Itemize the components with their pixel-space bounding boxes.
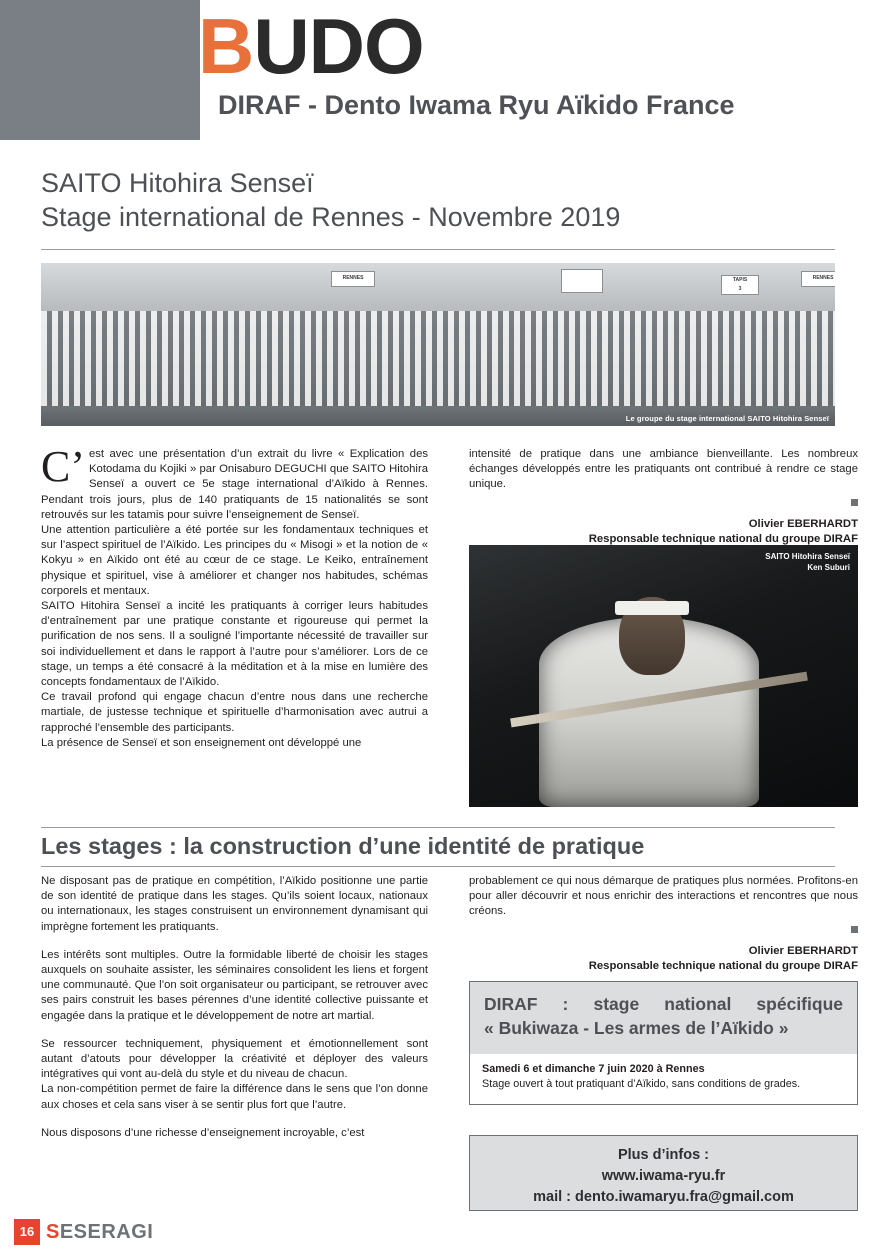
article-paragraph: C’est avec une présentation d’un extrait du livre « Explication des Kotodama du Kojiki » par Onisaburo DEGUCHI que SAITO Hitohira Senseï a ouvert ce 5e stage international d’Aïkido à Rennes. Pendant trois jours, plus de 140 pratiquants de 15 nationalités se sont retrouvés sur les tatamis pour suivre l’enseignement de Senseï. bbox=[41, 442, 428, 521]
contact-website[interactable]: www.iwama-ryu.fr bbox=[601, 1168, 726, 1184]
article-paragraph: intensité de pratique dans une ambiance bienveillante. Les nombreux échanges développés entre les pratiquants ont contribué à rendre ce stage unique. bbox=[469, 448, 858, 491]
photo-wall bbox=[41, 263, 835, 315]
portrait-caption bbox=[765, 551, 850, 573]
section2-title: Les stages : la construction d’une identité de pratique bbox=[41, 833, 645, 859]
photo-banner-rennes-right: RENNES bbox=[801, 271, 835, 287]
portrait-hachimaki bbox=[615, 601, 689, 615]
contact-info-title: Plus d’infos : bbox=[617, 1147, 710, 1163]
stage-box-header bbox=[470, 982, 857, 1054]
article-left-column bbox=[41, 442, 428, 751]
signature-name: Olivier EBERHARDT bbox=[748, 944, 858, 957]
section2-right-column bbox=[469, 874, 858, 974]
article-title-line2: Stage international de Rennes - Novembre 2019 bbox=[41, 202, 621, 232]
signature-marker bbox=[469, 493, 858, 511]
article-paragraph: Ce travail profond qui engage chacun d’entre nous dans une recherche martiale, de justesse technique et spirituelle d’harmonisation avec autrui a rapproché l’ensemble des participants. bbox=[41, 691, 428, 734]
section2-divider-top bbox=[41, 827, 835, 828]
signature-role: Responsable technique national du groupe DIRAF bbox=[588, 532, 858, 545]
article-paragraph: Une attention particulière a été portée sur les fondamentaux techniques et sur l’aspect spirituel de l’Aïkido. Les principes du « Misogi » et la notion de « Kokyu » en Aïkido ont été au cœur de ce stage. Le Keiko, entraînement physique et spirituel, vise à améliorer et changer nos habitudes, schémas corporels et mentaux. bbox=[41, 524, 428, 597]
group-photo bbox=[41, 263, 835, 426]
section2-paragraph: Les intérêts sont multiples. Outre la formidable liberté de choisir les stages auxquels on souhaite assister, les séminaires consolident les liens et forgent une communauté. Que l’on soit organisateur ou participant, se retrouver avec ses pairs construit les bases pérennes d’une identité collective puissante et engagée dans la pratique et le développement de notre art martial. bbox=[41, 948, 428, 1022]
footer-logo bbox=[46, 1221, 153, 1244]
portrait-caption-line2: Ken Suburi bbox=[807, 563, 850, 572]
article-title bbox=[41, 166, 835, 234]
article-paragraph: La présence de Senseï et son enseignement ont développé une bbox=[41, 736, 362, 749]
paragraph-gap bbox=[41, 935, 428, 948]
stage-box-detail: Stage ouvert à tout pratiquant d’Aïkido, sans conditions de grades. bbox=[482, 1078, 801, 1090]
stage-box-heading-line2: « Bukiwaza - Les armes de l’Aïkido » bbox=[484, 1018, 789, 1038]
article-right-column bbox=[469, 447, 858, 547]
stage-box-body bbox=[470, 1054, 857, 1100]
title-divider bbox=[41, 249, 835, 250]
photo-banner-center bbox=[561, 269, 603, 293]
signature-name: Olivier EBERHARDT bbox=[748, 517, 858, 530]
contact-email[interactable]: mail : dento.iwamaryu.fra@gmail.com bbox=[533, 1189, 794, 1205]
page-number-badge: 16 bbox=[14, 1219, 40, 1245]
section2-paragraph: Se ressourcer techniquement, physiquement et émotionnellement sont autant d’atouts pour développer la créativité et déployer des valeurs intégratives qui vont au-delà du style et du niveau de chacun. bbox=[41, 1037, 428, 1081]
paragraph-gap bbox=[41, 1024, 428, 1037]
group-photo-caption: Le groupe du stage international SAITO Hitohira Senseï bbox=[625, 414, 829, 423]
section2-paragraph: La non-compétition permet de faire la différence dans le sens que l’on donne aux choses et cela sans viser à se sentir plus fort que l’autre. bbox=[41, 1083, 428, 1111]
stage-box-date: Samedi 6 et dimanche 7 juin 2020 à Rennes bbox=[482, 1063, 705, 1075]
stage-announcement-box bbox=[469, 981, 858, 1105]
section-title: DIRAF - Dento Iwama Ryu Aïkido France bbox=[218, 90, 735, 120]
photo-banner-tapis: TAPIS 3 bbox=[721, 275, 759, 295]
paragraph-gap bbox=[41, 1113, 428, 1126]
section2-divider-bottom bbox=[41, 866, 835, 867]
article-title-line1: SAITO Hitohira Senseï bbox=[41, 168, 314, 198]
footer-logo-rest: ESERAGI bbox=[59, 1221, 154, 1243]
footer-logo-initial: S bbox=[46, 1221, 60, 1243]
section2-paragraph: Nous disposons d’une richesse d’enseignement incroyable, c’est bbox=[41, 1126, 365, 1139]
photo-banner-rennes-left: RENNES bbox=[331, 271, 375, 287]
portrait-caption-line1: SAITO Hitohira Senseï bbox=[765, 552, 850, 561]
magazine-logo-rest: UDO bbox=[253, 2, 424, 90]
signature-role: Responsable technique national du groupe DIRAF bbox=[588, 959, 858, 972]
portrait-photo bbox=[469, 545, 858, 807]
article-paragraph: SAITO Hitohira Senseï a incité les pratiquants à corriger leurs habitudes d’entraînement par une pratique constante et rigoureuse qui permet la purification de nos sens. Il a souligné l’importante nécessité de travailler sur soi individuellement et dans le rapport à l’autre pour s’améliorer. Lors de ce stage, un temps a été consacré à la méditation et à la mise en lumière des concepts fondamentaux de l’Aïkido. bbox=[41, 600, 428, 689]
signature-marker bbox=[469, 920, 858, 938]
stage-box-heading-line1: DIRAF : stage national spécifique bbox=[484, 994, 843, 1014]
section2-paragraph: Ne disposant pas de pratique en compétition, l’Aïkido positionne une partie de son identité de pratique dans les stages. Qu’ils soient locaux, nationaux ou internationaux, les stages construisent un environnement dynamisant qui imprègne fortement les pratiquants. bbox=[41, 875, 428, 933]
page-header bbox=[0, 0, 876, 140]
magazine-logo bbox=[198, 2, 424, 90]
section2-paragraph: probablement ce qui nous démarque de pratiques plus normées. Profitons-en pour aller découvrir et nous enrichir des interactions et rencontres que nous créons. bbox=[469, 875, 858, 918]
section2-left-column bbox=[41, 874, 428, 1141]
contact-info-box bbox=[469, 1135, 858, 1211]
header-grey-block bbox=[0, 0, 200, 140]
magazine-logo-initial: B bbox=[198, 2, 254, 90]
